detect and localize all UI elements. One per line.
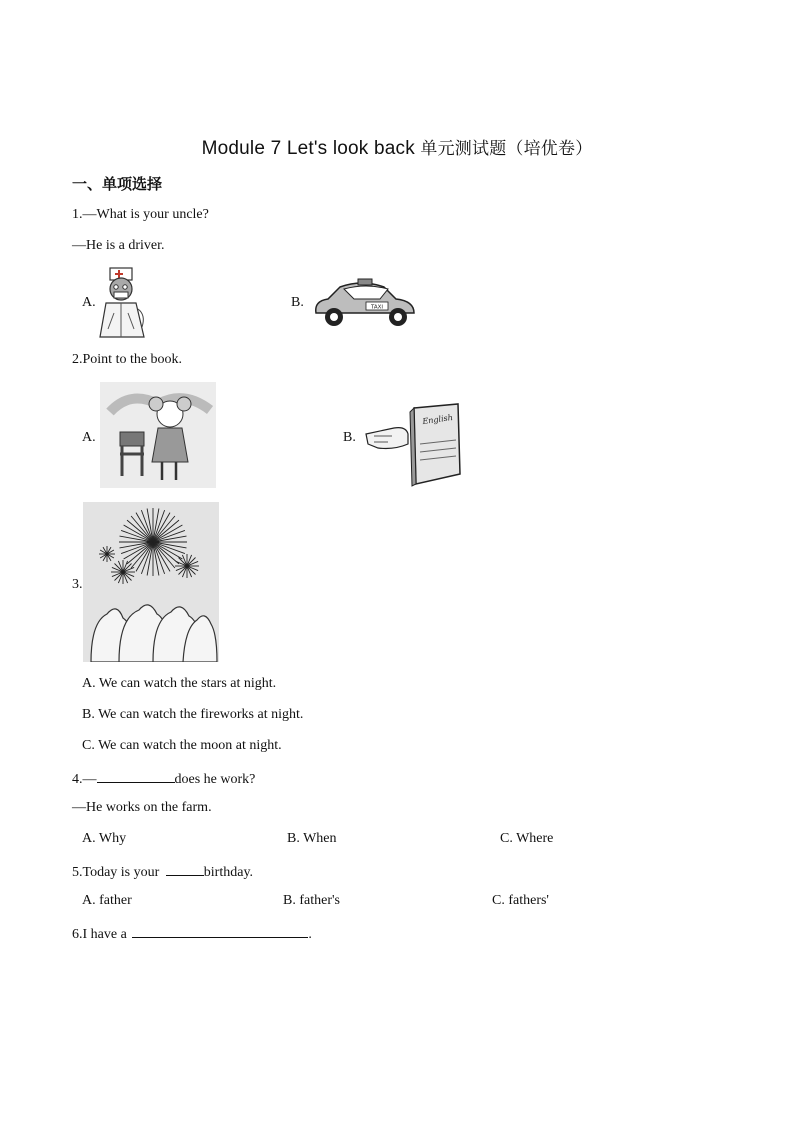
- q1-answer: —He is a driver.: [72, 238, 165, 253]
- q5-option-b[interactable]: B. father's: [283, 893, 340, 908]
- q4-stem: [72, 769, 255, 788]
- q4-option-c[interactable]: C. Where: [500, 831, 554, 846]
- q5-option-a[interactable]: A. father: [82, 893, 132, 908]
- q6-stem: [72, 924, 312, 943]
- q3-label: 3.: [72, 577, 83, 592]
- section-heading: 一、单项选择: [72, 175, 163, 193]
- q3-option-b[interactable]: B. We can watch the fireworks at night.: [82, 707, 304, 722]
- q2-option-a-label[interactable]: A.: [82, 430, 96, 445]
- q6-blank[interactable]: [132, 924, 308, 938]
- q4-option-a[interactable]: A. Why: [82, 831, 127, 846]
- q5-option-c[interactable]: C. fathers': [492, 893, 549, 908]
- q3-option-a[interactable]: A. We can watch the stars at night.: [82, 676, 277, 691]
- title-main: Module 7 Let's look back: [201, 138, 415, 159]
- title-suffix: 单元测试题（培优卷）: [420, 139, 593, 159]
- doctor-image: [96, 265, 154, 339]
- fireworks-image: [83, 502, 219, 662]
- q5-blank[interactable]: [166, 862, 204, 876]
- q4-blank[interactable]: [97, 769, 175, 783]
- taxi-image: [310, 275, 420, 329]
- girl-chair-image: [100, 382, 216, 488]
- page-title: [0, 134, 794, 160]
- q1-option-a-label[interactable]: A.: [82, 295, 96, 310]
- taxi-sign: TAXI: [370, 304, 384, 311]
- q4-prefix: 4.—: [72, 772, 97, 787]
- q2-option-b-label[interactable]: B.: [343, 430, 356, 445]
- q1-option-b-label[interactable]: B.: [291, 295, 304, 310]
- q5-stem: [72, 862, 253, 881]
- book-cover-text: English: [421, 412, 454, 427]
- q1-stem: 1.—What is your uncle?: [72, 207, 209, 222]
- q5-stem-pre: 5.Today is your: [72, 865, 163, 880]
- pointing-book-image: [364, 398, 468, 490]
- q6-stem-pre: 6.I have a: [72, 927, 131, 942]
- q4-option-b[interactable]: B. When: [287, 831, 337, 846]
- q3-option-c[interactable]: C. We can watch the moon at night.: [82, 738, 282, 753]
- q4-answer: —He works on the farm.: [72, 800, 212, 815]
- q5-stem-post: birthday.: [203, 865, 254, 880]
- q2-stem: 2.Point to the book.: [72, 352, 183, 367]
- q4-stem-rest: does he work?: [174, 772, 256, 787]
- q6-stem-post: .: [308, 927, 312, 942]
